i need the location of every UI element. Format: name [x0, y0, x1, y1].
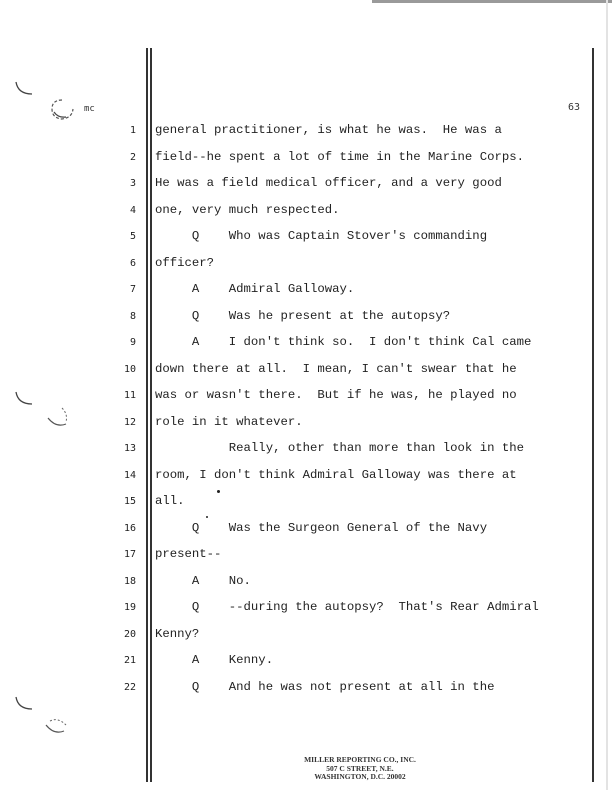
transcript-line: Really, other than more than look in the: [155, 441, 524, 455]
line-number: 1: [129, 125, 136, 136]
scan-speck: [217, 490, 220, 493]
transcript-line: role in it whatever.: [155, 415, 303, 429]
line-number: 22: [123, 682, 136, 693]
left-margin-rule-inner: [150, 48, 152, 782]
line-number: 4: [129, 205, 136, 216]
line-number: 2: [129, 152, 136, 163]
line-number: 11: [123, 390, 136, 401]
scan-top-border: [372, 0, 612, 3]
line-number: 14: [123, 470, 136, 481]
line-number: 9: [129, 337, 136, 348]
page-number: 63: [568, 102, 581, 113]
line-number: 15: [123, 496, 136, 507]
line-number: 16: [123, 523, 136, 534]
transcript-line: room, I don't think Admiral Galloway was there at: [155, 468, 517, 482]
line-number: 3: [129, 178, 136, 189]
transcript-line: all.: [155, 494, 185, 508]
transcript-line: Q Was the Surgeon General of the Navy: [155, 521, 488, 535]
typist-initials: mc: [84, 104, 95, 114]
binder-hole-mark-bottom: [10, 695, 80, 745]
line-number: 17: [123, 549, 136, 560]
transcript-line: was or wasn't there. But if he was, he played no: [155, 388, 517, 402]
line-number: 7: [129, 284, 136, 295]
line-number: 21: [123, 655, 136, 666]
binder-hole-mark: [10, 80, 90, 130]
transcript-line: present--: [155, 547, 222, 561]
line-number: 13: [123, 443, 136, 454]
reporter-street: 507 C STREET, N.E.: [326, 763, 394, 773]
transcript-line: He was a field medical officer, and a very good: [155, 176, 502, 190]
transcript-line: general practitioner, is what he was. He was a: [155, 123, 502, 137]
transcript-line: one, very much respected.: [155, 203, 340, 217]
transcript-line: A I don't think so. I don't think Cal came: [155, 335, 532, 349]
line-number: 8: [129, 311, 136, 322]
transcript-line: Q --during the autopsy? That's Rear Admiral: [155, 600, 539, 614]
line-number: 10: [123, 364, 136, 375]
binder-hole-mark-middle: [10, 390, 80, 440]
reporter-city: WASHINGTON, D.C. 20002: [314, 772, 406, 781]
scan-speck: [206, 516, 208, 518]
line-number: 18: [123, 576, 136, 587]
transcript-line: Q And he was not present at all in the: [155, 680, 495, 694]
left-margin-rule-outer: [146, 48, 148, 782]
transcript-line: down there at all. I mean, I can't swear that he: [155, 362, 517, 376]
line-number: 6: [129, 258, 136, 269]
transcript-line: Q Was he present at the autopsy?: [155, 309, 451, 323]
transcript-line: A Kenny.: [155, 653, 274, 667]
line-number: 19: [123, 602, 136, 613]
transcript-line: officer?: [155, 256, 215, 270]
reporter-company: MILLER REPORTING CO., INC.: [304, 755, 416, 764]
line-number: 12: [123, 417, 136, 428]
transcript-line: Kenny?: [155, 627, 200, 641]
right-margin-rule: [592, 48, 594, 782]
scan-right-edge: [606, 0, 608, 790]
line-number: 20: [123, 629, 136, 640]
transcript-line: Q Who was Captain Stover's commanding: [155, 229, 488, 243]
line-number: 5: [129, 231, 136, 242]
reporter-footer: [260, 756, 460, 782]
transcript-line: A No.: [155, 574, 251, 588]
transcript-line: field--he spent a lot of time in the Marine Corps.: [155, 150, 524, 164]
transcript-line: A Admiral Galloway.: [155, 282, 355, 296]
